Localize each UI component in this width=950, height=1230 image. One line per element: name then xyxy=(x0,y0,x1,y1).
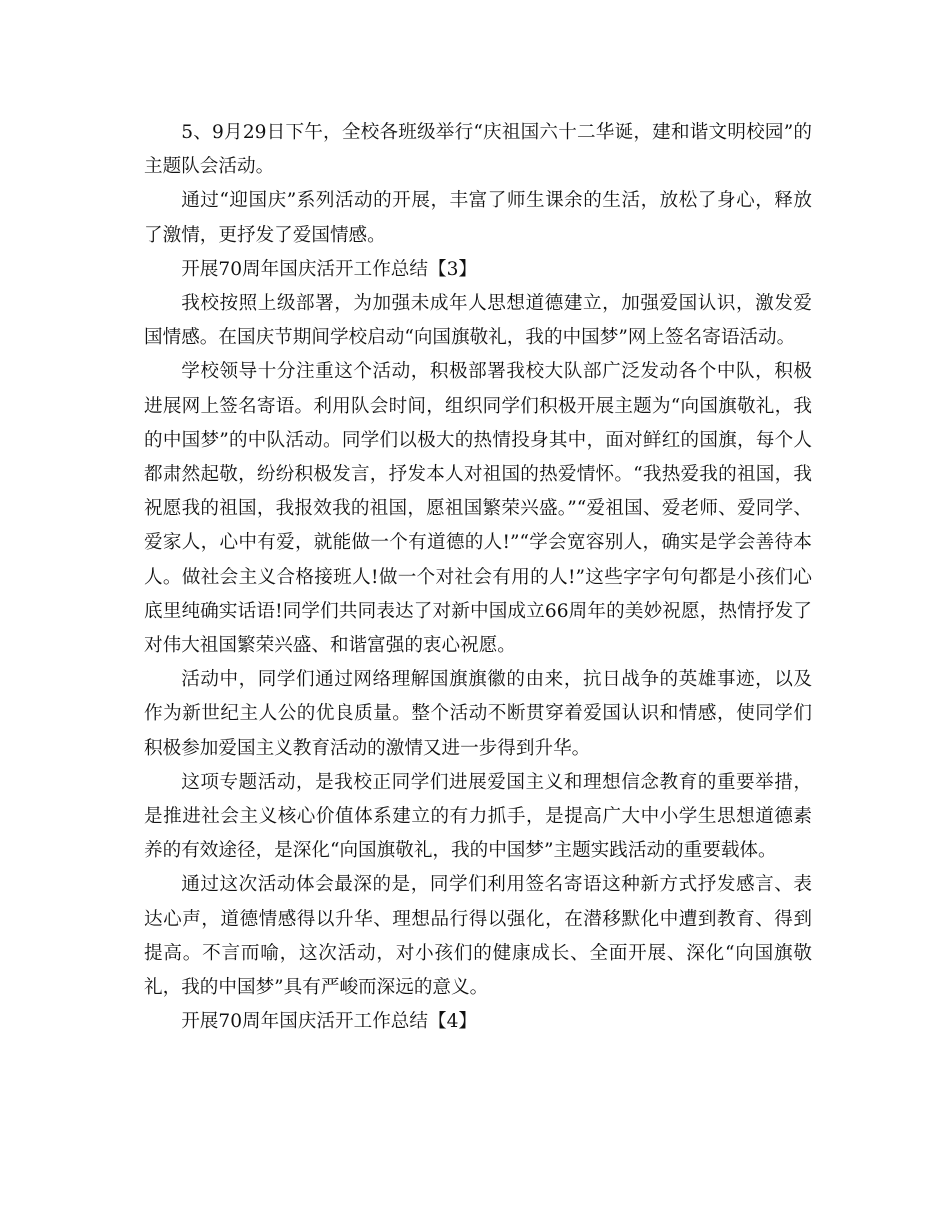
paragraph-school-deployment: 我校按照上级部署，为加强未成年人思想道德建立，加强爱国认识，激发爱国情感。在国庆节期间学校启动“向国旗敬礼，我的中国梦”网上签名寄语活动。 xyxy=(144,293,812,349)
paragraph-activity-result: 通过“迎国庆”系列活动的开展，丰富了师生课余的生活，放松了身心，释放了激情，更抒发了爱国情感。 xyxy=(144,190,812,246)
paragraph-activity-significance: 这项专题活动，是我校正同学们进展爱国主义和理想信念教育的重要举措，是推进社会主义核心价值体系建立的有力抓手，是提高广大中小学生思想道德素养的有效途径，是深化“向国旗敬礼，我的中国梦”主题实践活动的重要载体。 xyxy=(144,771,812,862)
paragraph-class-meeting: 5、9月29日下午，全校各班级举行“庆祖国六十二华诞，建和谐文明校园”的主题队会活动。 xyxy=(144,122,812,178)
paragraph-experience: 通过这次活动体会最深的是，同学们利用签名寄语这种新方式抒发感言、表达心声，道德情感得以升华、理想品行得以强化，在潜移默化中遭到教育、得到提高。不言而喻，这次活动，对小孩们的健康成长、全面开展、深化“向国旗敬礼，我的中国梦”具有严峻而深远的意义。 xyxy=(144,874,812,999)
paragraph-activity-details: 活动中，同学们通过网络理解国旗旗徽的由来，抗日战争的英雄事迹，以及作为新世纪主人公的优良质量。整个活动不断贯穿着爱国认识和情感，使同学们积极参加爱国主义教育活动的激情又进一步得到升华。 xyxy=(144,669,812,759)
section-heading-3: 开展70周年国庆活开工作总结【3】 xyxy=(181,258,477,280)
paragraph-leadership-activity: 学校领导十分注重这个活动，积极部署我校大队部广泛发动各个中队，积极进展网上签名寄语。利用队会时间，组织同学们积极开展主题为“向国旗敬礼，我的中国梦”的中队活动。同学们以极大的热情投身其中，面对鲜红的国旗，每个人都肃然起敬，纷纷积极发言，抒发本人对祖国的热爱情怀。“我热爱我的祖国，我祝愿我的祖国，我报效我的祖国，愿祖国繁荣兴盛。”“爱祖国、爱老师、爱同学、爱家人，心中有爱，就能做一个有道德的人!”“学会宽容别人，确实是学会善待本人。做社会主义合格接班人!做一个对社会有用的人!”这些字字句句都是小孩们心底里纯确实话语!同学们共同表达了对新中国成立66周年的美妙祝愿，热情抒发了对伟大祖国繁荣兴盛、和谐富强的衷心祝愿。 xyxy=(144,361,812,657)
document-body xyxy=(144,116,812,1039)
section-heading-4: 开展70周年国庆活开工作总结【4】 xyxy=(181,1011,477,1033)
